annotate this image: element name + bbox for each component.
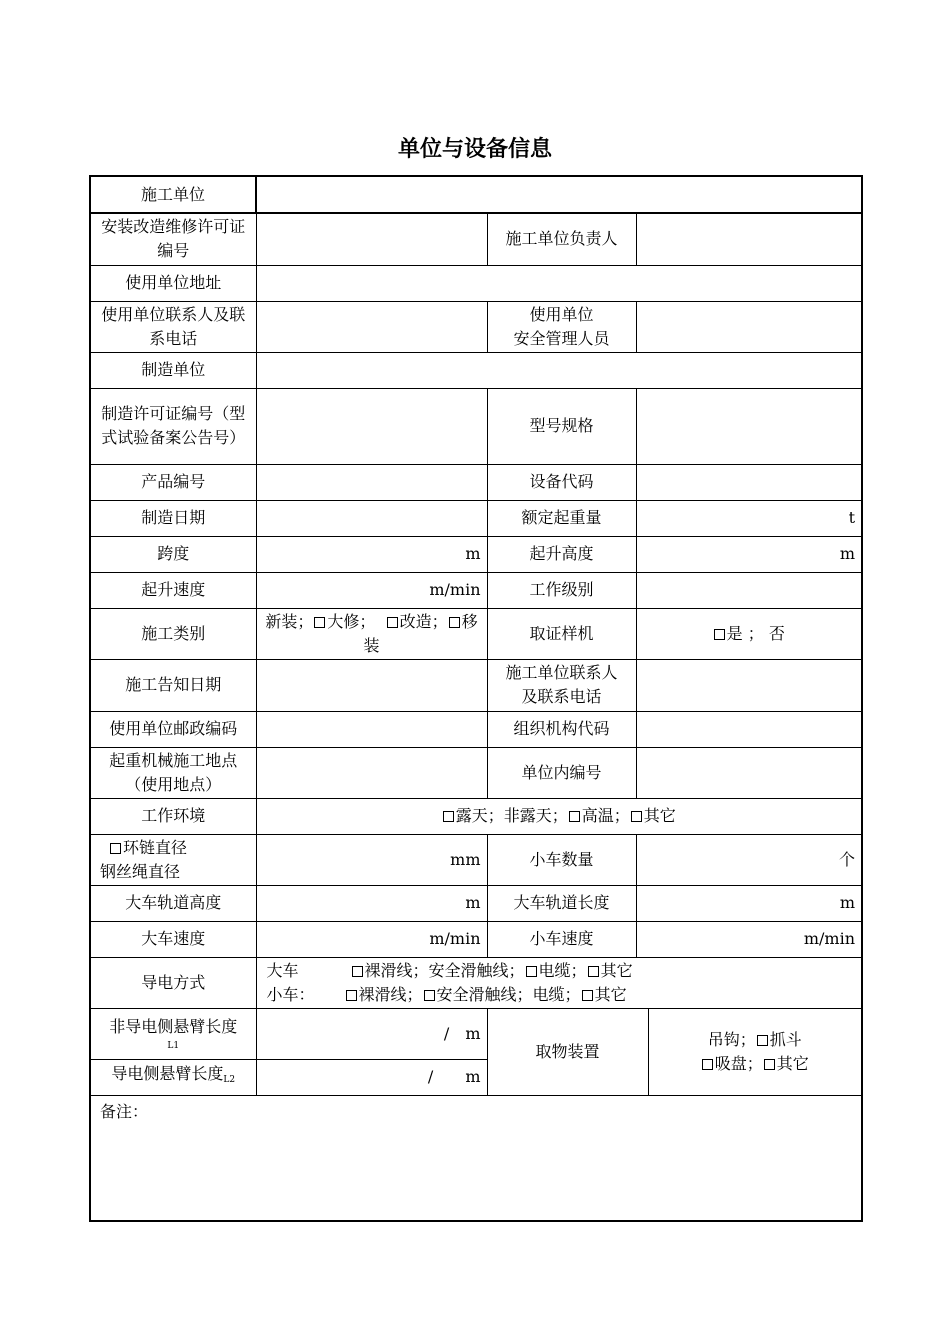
value-site-location[interactable] (256, 747, 487, 798)
value-org-code[interactable] (636, 711, 862, 747)
label-construction-contact-a: 施工单位联系人 (505, 663, 618, 682)
checkbox-relocate[interactable] (449, 617, 460, 628)
value-construction-type (256, 608, 487, 659)
row-construction-type (90, 608, 862, 659)
row-lift-speed (90, 572, 862, 608)
value-user-contact[interactable] (256, 301, 487, 352)
lifting-device-line2 (655, 1052, 856, 1076)
value-equipment-code[interactable] (636, 464, 862, 500)
opt-device-other: 其它 (776, 1053, 809, 1073)
value-manufacture-license[interactable] (256, 388, 487, 464)
label-l1: L1 (167, 1040, 180, 1051)
value-safety-manager[interactable] (636, 301, 862, 352)
value-construction-leader[interactable] (636, 213, 862, 265)
value-lift-height[interactable]: m (636, 536, 862, 572)
label-internal-number: 单位内编号 (487, 747, 636, 798)
checkbox-env-other[interactable] (631, 811, 642, 822)
value-crane-speed[interactable]: m/min (256, 921, 487, 957)
checkbox-trolley-other[interactable] (582, 990, 593, 1001)
opt-sucker: 吸盘； (714, 1053, 763, 1073)
opt-trolley-other: 其它 (594, 984, 627, 1004)
label-rail-height: 大车轨道高度 (90, 885, 256, 921)
label-trolley: 小车： (266, 984, 315, 1004)
label-user-address: 使用单位地址 (90, 265, 256, 301)
row-chain-diameter (90, 834, 862, 885)
label-safety-manager (487, 301, 636, 352)
row-site-location (90, 747, 862, 798)
label-rated-load: 额定起重量 (487, 500, 636, 536)
value-postal-code[interactable] (256, 711, 487, 747)
value-lifting-device (648, 1008, 862, 1095)
row-notice-date (90, 659, 862, 711)
label-equipment-code: 设备代码 (487, 464, 636, 500)
checkbox-high-temp[interactable] (569, 811, 580, 822)
row-span (90, 536, 862, 572)
value-manufacture-date[interactable] (256, 500, 487, 536)
value-manufacturer[interactable] (256, 352, 862, 388)
value-trolley-speed[interactable]: m/min (636, 921, 862, 957)
remark-field[interactable] (90, 1095, 862, 1221)
value-rail-height[interactable]: m (256, 885, 487, 921)
label-manufacture-license: 制造许可证编号（型式试验备案公告号） (90, 388, 256, 464)
label-postal-code: 使用单位邮政编码 (90, 711, 256, 747)
label-construction-leader: 施工单位负责人 (487, 213, 636, 265)
checkbox-trolley-bare[interactable] (346, 990, 357, 1001)
value-work-environment (256, 798, 862, 834)
page-title: 单位与设备信息 (397, 137, 552, 162)
label-work-class: 工作级别 (487, 572, 636, 608)
label-rail-length: 大车轨道长度 (487, 885, 636, 921)
value-work-class[interactable] (636, 572, 862, 608)
row-manufacture-date (90, 500, 862, 536)
checkbox-sucker[interactable] (702, 1059, 713, 1070)
opt-crane-bare: 裸滑线； (364, 960, 429, 980)
checkbox-chain[interactable] (110, 843, 121, 854)
opt-major-repair: 大修； (327, 611, 376, 631)
row-license-number (90, 213, 862, 265)
opt-trolley-cable[interactable]: 电缆； (532, 984, 581, 1004)
label-manufacture-date: 制造日期 (90, 500, 256, 536)
checkbox-trolley-safe[interactable] (424, 990, 435, 1001)
opt-trolley-safe: 安全滑触线； (436, 984, 533, 1004)
label-l2: L2 (223, 1075, 236, 1085)
row-rail-height (90, 885, 862, 921)
label-model-spec: 型号规格 (487, 388, 636, 464)
value-power-supply (256, 957, 862, 1008)
value-model-spec[interactable] (636, 388, 862, 464)
label-crane: 大车 (266, 960, 299, 980)
label-trolley-count: 小车数量 (487, 834, 636, 885)
label-construction-type: 施工类别 (90, 608, 256, 659)
label-site-location-b: （使用地点） (125, 774, 222, 794)
row-postal-code (90, 711, 862, 747)
label-chain-diameter (90, 834, 256, 885)
opt-grab: 抓斗 (769, 1029, 802, 1049)
label-construction-contact-b: 及联系电话 (521, 687, 602, 706)
value-span[interactable]: m (256, 536, 487, 572)
label-work-environment: 工作环境 (90, 798, 256, 834)
label-site-location-a: 起重机械施工地点 (109, 750, 238, 770)
row-manufacturer (90, 352, 862, 388)
label-trolley-speed: 小车速度 (487, 921, 636, 957)
row-product-number (90, 464, 862, 500)
opt-crane-safe[interactable]: 安全滑触线； (428, 960, 525, 980)
opt-high-temp: 高温； (581, 806, 630, 825)
opt-indoor[interactable]: 非露天； (503, 806, 568, 825)
value-prototype (636, 608, 862, 659)
opt-yes: 是 (726, 623, 743, 643)
checkbox-modify[interactable] (387, 617, 398, 628)
row-nonconductive-cantilever (90, 1008, 862, 1059)
label-site-location (90, 747, 256, 798)
label-notice-date: 施工告知日期 (90, 659, 256, 711)
value-user-address[interactable] (256, 265, 862, 301)
label-span: 跨度 (90, 536, 256, 572)
value-chain-diameter[interactable]: mm (256, 834, 487, 885)
value-rail-length[interactable]: m (636, 885, 862, 921)
label-nonconductive-cantilever (90, 1008, 256, 1059)
opt-trolley-bare: 裸滑线； (358, 984, 423, 1004)
row-crane-speed (90, 921, 862, 957)
lifting-device-line1 (655, 1028, 856, 1052)
label-org-code: 组织机构代码 (487, 711, 636, 747)
opt-no[interactable]: 否 (768, 623, 785, 643)
checkbox-crane-cable[interactable] (526, 966, 537, 977)
label-safety-manager-b: 安全管理人员 (513, 328, 610, 348)
value-rated-load[interactable]: t (636, 500, 862, 536)
row-manufacture-license (90, 388, 862, 464)
checkbox-crane-bare[interactable] (352, 966, 363, 977)
value-construction-unit[interactable] (256, 176, 862, 213)
row-power-supply (90, 957, 862, 1008)
opt-hook[interactable]: 吊钩； (707, 1029, 756, 1049)
label-safety-manager-a: 使用单位 (529, 304, 594, 324)
value-nonconductive-cantilever[interactable]: / m (256, 1008, 487, 1059)
opt-crane-other: 其它 (600, 960, 633, 980)
opt-sep: ； (747, 623, 764, 643)
value-trolley-count[interactable]: 个 (636, 834, 862, 885)
row-work-environment (90, 798, 862, 834)
checkbox-device-other[interactable] (764, 1059, 775, 1070)
checkbox-yes[interactable] (714, 629, 725, 640)
label-license-number: 安装改造维修许可证编号 (90, 213, 256, 265)
value-construction-contact[interactable] (636, 659, 862, 711)
checkbox-crane-other[interactable] (588, 966, 599, 977)
checkbox-grab[interactable] (757, 1035, 768, 1046)
opt-relocate: 移装 (363, 611, 478, 655)
value-lift-speed[interactable]: m/min (256, 572, 487, 608)
label-prototype: 取证样机 (487, 608, 636, 659)
unit-equipment-form (89, 175, 863, 1222)
value-internal-number[interactable] (636, 747, 862, 798)
label-lift-speed: 起升速度 (90, 572, 256, 608)
value-product-number[interactable] (256, 464, 487, 500)
label-lifting-device: 取物装置 (487, 1008, 648, 1095)
checkbox-outdoor[interactable] (443, 811, 454, 822)
label-nonconductive-text: 非导电侧悬臂长度 (109, 1016, 238, 1036)
row-construction-unit (90, 176, 862, 213)
value-notice-date[interactable] (256, 659, 487, 711)
opt-env-other: 其它 (643, 806, 676, 825)
value-license-number[interactable] (256, 213, 487, 265)
label-lift-height: 起升高度 (487, 536, 636, 572)
row-remark (90, 1095, 862, 1221)
label-user-contact: 使用单位联系人及联系电话 (90, 301, 256, 352)
label-chain-diameter-a: 环链直径 (123, 837, 188, 857)
row-user-contact (90, 301, 862, 352)
row-user-address (90, 265, 862, 301)
label-power-supply: 导电方式 (90, 957, 256, 1008)
label-remark: 备注： (100, 1101, 149, 1121)
opt-outdoor: 露天； (455, 806, 504, 825)
power-supply-crane (267, 959, 856, 983)
label-construction-contact (487, 659, 636, 711)
opt-crane-cable: 电缆； (538, 960, 587, 980)
label-conductive-text: 导电侧悬臂长度 (111, 1064, 224, 1083)
power-supply-trolley (267, 983, 856, 1007)
label-chain-diameter-b: 钢丝绳直径 (100, 861, 181, 881)
value-conductive-cantilever[interactable]: / m (256, 1059, 487, 1095)
opt-new-install[interactable]: 新装； (265, 611, 314, 631)
label-construction-unit: 施工单位 (90, 176, 256, 213)
label-conductive-cantilever (90, 1059, 256, 1095)
checkbox-major-repair[interactable] (314, 617, 325, 628)
label-product-number: 产品编号 (90, 464, 256, 500)
opt-modify: 改造； (399, 611, 448, 631)
label-crane-speed: 大车速度 (90, 921, 256, 957)
label-manufacturer: 制造单位 (90, 352, 256, 388)
